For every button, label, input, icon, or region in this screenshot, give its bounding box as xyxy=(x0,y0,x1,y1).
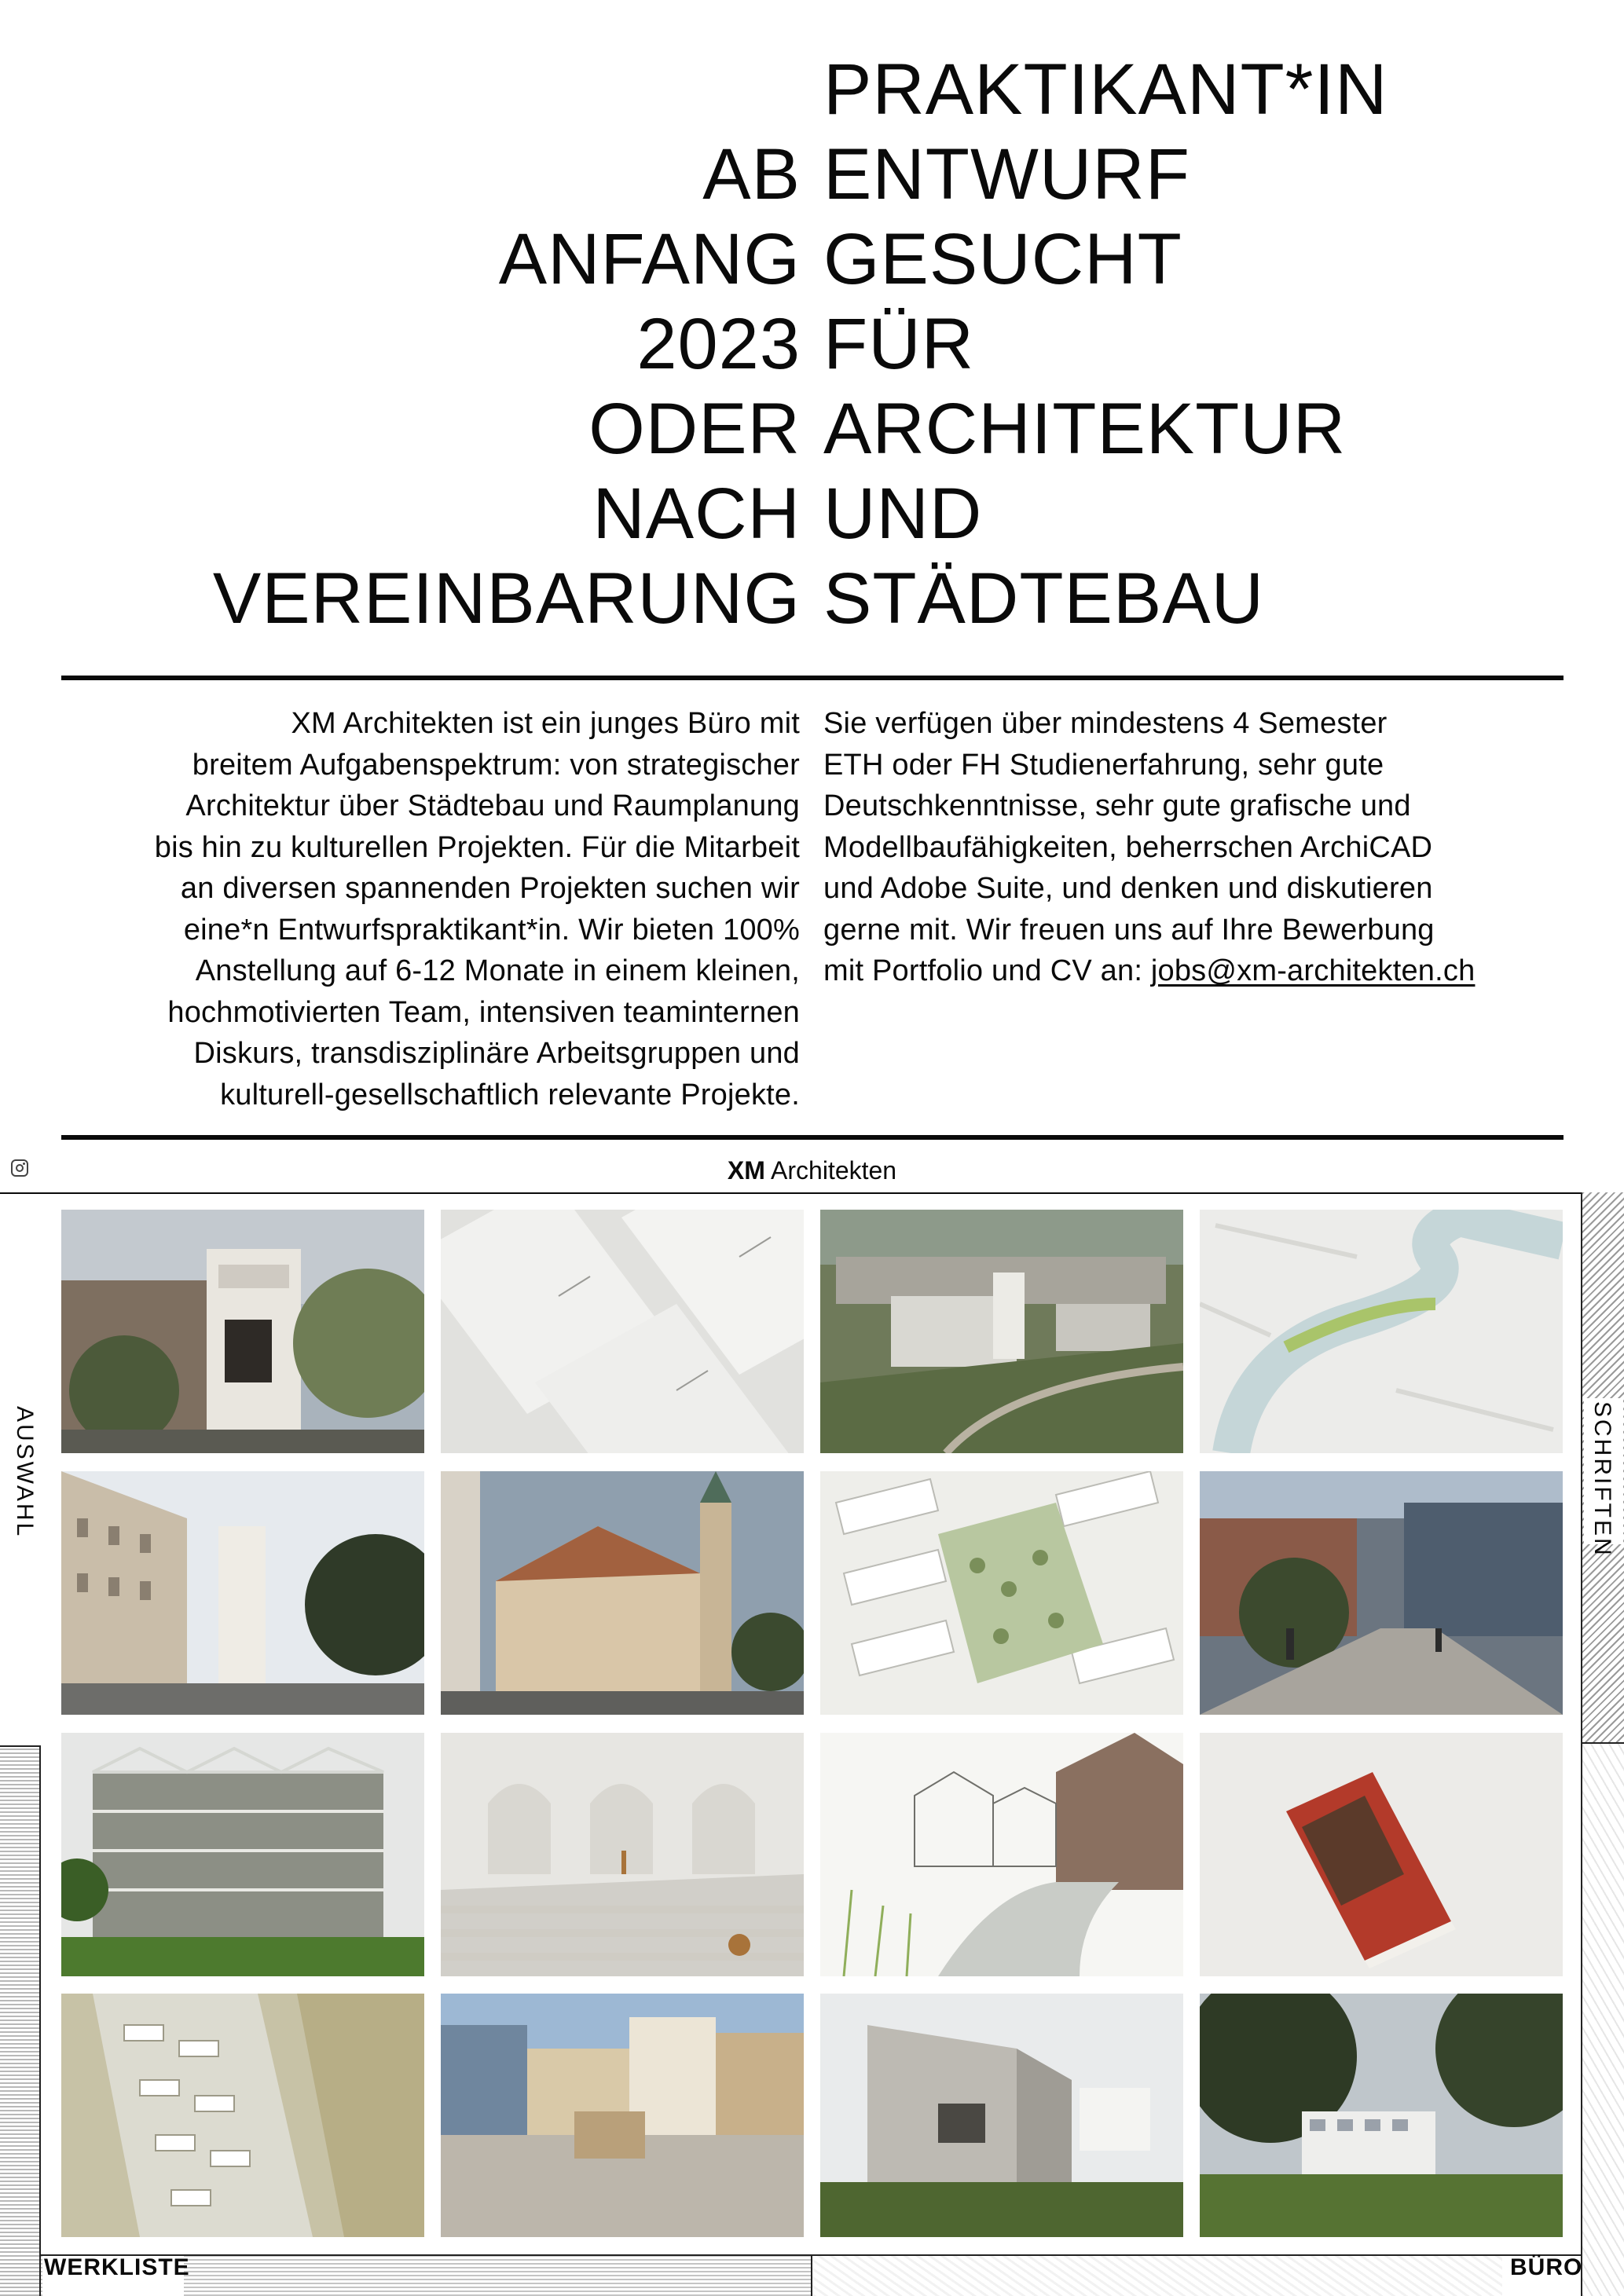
headline-right-line: PRAKTIKANT*IN xyxy=(823,49,1388,130)
headline-left-line: 2023 xyxy=(636,304,801,384)
requirements-text xyxy=(823,703,1568,992)
email-link[interactable]: jobs@xm-architekten.ch xyxy=(1150,954,1476,987)
intro-line: Anstellung auf 6-12 Monate in einem kleinen, xyxy=(195,954,800,987)
intro-line: eine*n Entwurfspraktikant*in. Wir bieten 100% xyxy=(183,913,800,947)
headline-left-line: ANFANG xyxy=(498,219,801,299)
requirements-line: Sie verfügen über mindestens 4 Semester xyxy=(823,707,1388,740)
site-header xyxy=(0,1148,1624,1194)
project-tile-park-view[interactable] xyxy=(1200,1994,1563,2237)
logo-bold: XM xyxy=(727,1156,765,1185)
nav-buero[interactable]: BÜRO xyxy=(1510,2254,1583,2280)
intro-line: kulturell-gesellschaftlich relevante Projekte. xyxy=(220,1078,800,1111)
intro-line: hochmotivierten Team, intensiven teaminternen xyxy=(167,995,800,1029)
intro-line: breitem Aufgabenspektrum: von strategischer xyxy=(192,748,800,782)
divider-top xyxy=(61,676,1564,680)
requirements-line: Deutschkenntnisse, sehr gute grafische und xyxy=(823,789,1411,822)
project-tile-historic-building[interactable] xyxy=(441,1471,804,1715)
headline-right-line: UND xyxy=(823,474,983,554)
project-tile-scaffold-building[interactable] xyxy=(61,1733,424,1976)
project-tile-square[interactable] xyxy=(441,1994,804,2237)
intro-line: Architektur über Städtebau und Raumplanung xyxy=(185,789,800,822)
project-tile-promenade[interactable] xyxy=(1200,1471,1563,1715)
werkliste-panel[interactable] xyxy=(0,1745,41,2296)
headline-left-line: ODER xyxy=(588,389,801,469)
requirements-line: gerne mit. Wir freuen uns auf Ihre Bewerbung xyxy=(823,913,1435,947)
headline-left-line: VEREINBARUNG xyxy=(212,558,801,639)
headline-right-line: GESUCHT xyxy=(823,219,1182,299)
divider-bottom xyxy=(61,1135,1564,1140)
requirements-line: Modellbaufähigkeiten, beherrschen ArchiCAD xyxy=(823,830,1433,864)
logo-rest: Architekten xyxy=(764,1156,897,1185)
requirements-line-prefix: mit Portfolio und CV an: xyxy=(823,954,1151,987)
project-tile-site-plan[interactable] xyxy=(820,1471,1183,1715)
intro-line: an diversen spannenden Projekten suchen wir xyxy=(180,872,800,905)
intro-line: bis hin zu kulturellen Projekten. Für die Mitarbeit xyxy=(154,830,800,864)
site-logo[interactable] xyxy=(0,1156,1624,1185)
requirements-line: ETH oder FH Studienerfahrung, sehr gute xyxy=(823,748,1384,782)
project-tile-sketch-street[interactable] xyxy=(820,1733,1183,1976)
intro-line: Diskurs, transdisziplinäre Arbeitsgruppen und xyxy=(193,1037,800,1070)
project-tile-aerial-campus[interactable] xyxy=(820,1210,1183,1453)
headline-right xyxy=(823,47,1388,641)
intro-line: XM Architekten ist ein junges Büro mit xyxy=(291,707,800,740)
project-tile-book[interactable] xyxy=(1200,1733,1563,1976)
buero-panel[interactable] xyxy=(1581,1742,1624,2296)
project-tile-publications[interactable] xyxy=(441,1210,804,1453)
requirements-line: und Adobe Suite, und denken und diskutieren xyxy=(823,872,1433,905)
headline-left-line: AB xyxy=(702,134,801,214)
nav-werkliste[interactable]: WERKLISTE xyxy=(44,2254,190,2280)
headline-right-line: FÜR xyxy=(823,304,975,384)
headline-right-line: ENTWURF xyxy=(823,134,1190,214)
headline-right-line: STÄDTEBAU xyxy=(823,558,1265,639)
project-tile-street-tower[interactable] xyxy=(61,1471,424,1715)
project-tile-urban-plan[interactable] xyxy=(61,1994,424,2237)
headline-left-line: NACH xyxy=(592,474,801,554)
project-tile-house[interactable] xyxy=(61,1210,424,1453)
headline-right-line: ARCHITEKTUR xyxy=(823,389,1347,469)
buero-bar[interactable] xyxy=(811,2254,1581,2296)
headline-left xyxy=(213,47,801,641)
project-tile-concrete-house[interactable] xyxy=(820,1994,1183,2237)
intro-text xyxy=(55,703,800,1115)
project-tile-river-plan[interactable] xyxy=(1200,1210,1563,1453)
nav-auswahl[interactable]: AUSWAHL xyxy=(12,1406,38,1539)
project-tile-model-arches[interactable] xyxy=(441,1733,804,1976)
requirements-line xyxy=(823,950,1568,992)
nav-schriften[interactable]: SCHRIFTEN xyxy=(1589,1401,1615,1558)
